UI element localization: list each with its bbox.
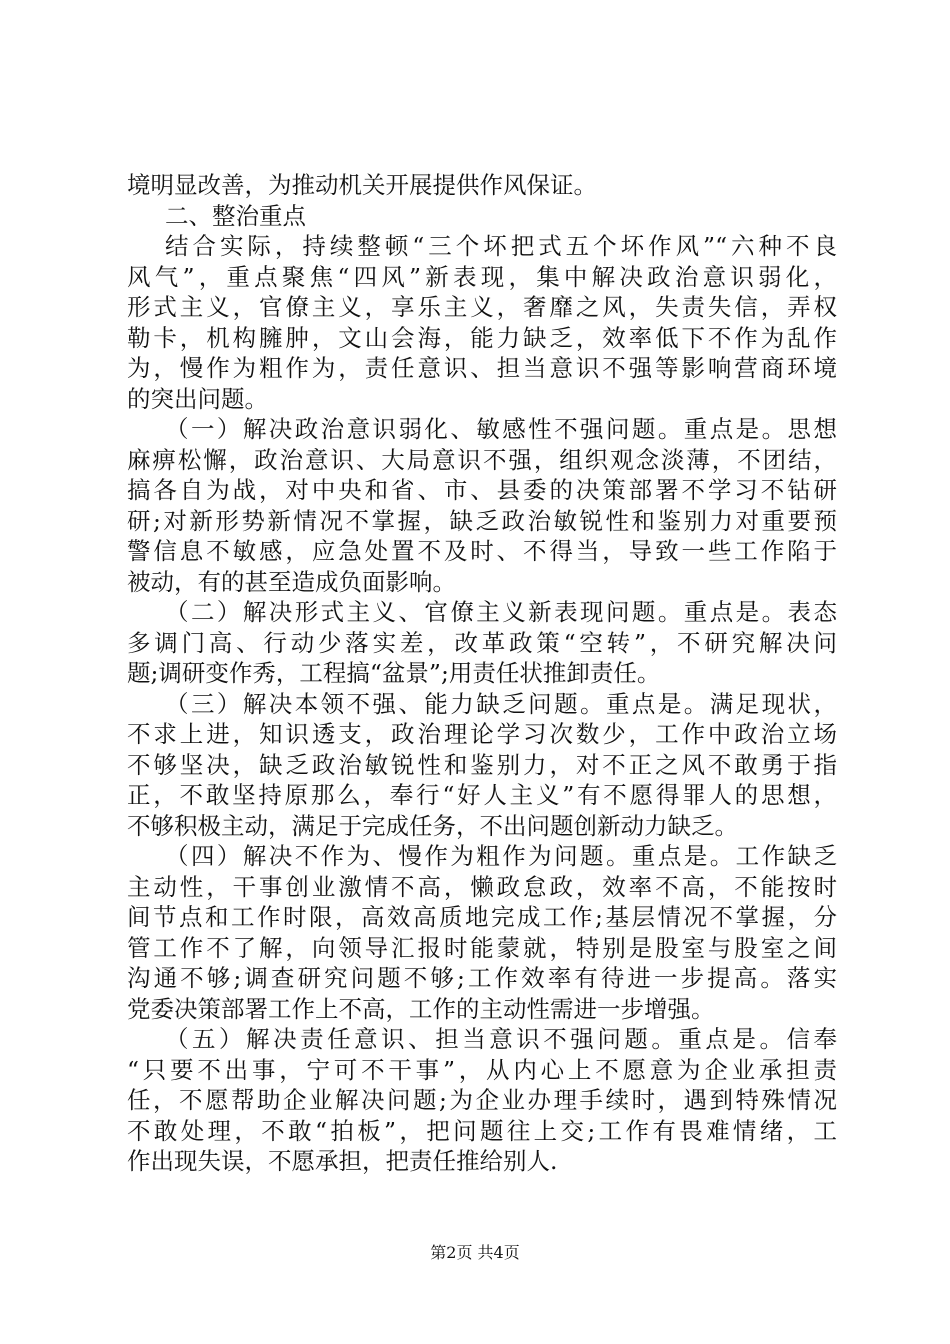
text-line: 麻痹松懈，政治意识、大局意识不强，组织观念淡薄，不团结， bbox=[127, 445, 837, 474]
text-line: 多调门高、行动少落实差，改革政策“空转”，不研究解决问 bbox=[127, 628, 837, 657]
text-line: 不够积极主动，满足于完成任务，不出问题创新动力缺乏。 bbox=[127, 811, 738, 840]
text-line: （五）解决责任意识、担当意识不强问题。重点是。信奉 bbox=[165, 1025, 837, 1053]
text-line: 作出现失误，不愿承担，把责任推给别人. bbox=[127, 1147, 558, 1175]
paragraph bbox=[127, 414, 837, 597]
text-line: 形式主义，官僚主义，享乐主义，奢靡之风，失责失信，弄权 bbox=[127, 293, 837, 321]
text-line: 管工作不了解，向领导汇报时能蒙就，特别是股室与股室之间 bbox=[127, 933, 837, 962]
text-line: 二、整治重点 bbox=[165, 201, 306, 230]
text-line: 不够坚决，缺乏政治敏锐性和鉴别力，对不正之风不敢勇于指 bbox=[127, 750, 837, 779]
page-footer: 第2页 共4页 bbox=[430, 1243, 520, 1262]
text-line: （三）解决本领不强、能力缺乏问题。重点是。满足现状， bbox=[165, 689, 837, 718]
paragraph bbox=[127, 201, 837, 232]
text-line: 警信息不敏感，应急处置不及时、不得当，导致一些工作陷于 bbox=[127, 537, 837, 565]
text-line: 间节点和工作时限，高效高质地完成工作;基层情况不掌握，分 bbox=[127, 903, 837, 931]
paragraph bbox=[127, 689, 837, 842]
text-line: 结合实际，持续整顿“三个坏把式五个坏作风”“六种不良 bbox=[165, 232, 837, 260]
paragraph bbox=[127, 841, 837, 1024]
document-body bbox=[127, 170, 837, 1177]
paragraph bbox=[127, 231, 837, 414]
text-line: 的突出问题。 bbox=[127, 384, 268, 413]
text-line: （一）解决政治意识弱化、敏感性不强问题。重点是。思想 bbox=[165, 415, 837, 443]
text-line: （四）解决不作为、慢作为粗作为问题。重点是。工作缺乏 bbox=[165, 842, 837, 870]
text-line: （二）解决形式主义、官僚主义新表现问题。重点是。表态 bbox=[165, 598, 837, 626]
text-line: 题;调研变作秀，工程搞“盆景”;用责任状推卸责任。 bbox=[127, 659, 661, 687]
text-line: 境明显改善，为推动机关开展提供作风保证。 bbox=[127, 171, 597, 199]
paragraph bbox=[127, 1024, 837, 1177]
text-line: 搞各自为战，对中央和省、市、县委的决策部署不学习不钻研 bbox=[127, 476, 837, 504]
text-line: 风气”，重点聚焦“四风”新表现，集中解决政治意识弱化， bbox=[127, 262, 837, 291]
text-line: 沟通不够;调查研究问题不够;工作效率有待进一步提高。落实 bbox=[127, 964, 837, 992]
text-line: 主动性，干事创业激情不高，懒政怠政，效率不高，不能按时 bbox=[127, 872, 837, 901]
text-line: 为，慢作为粗作为，责任意识、担当意识不强等影响营商环境 bbox=[127, 354, 837, 382]
text-line: 不求上进，知识透支，政治理论学习次数少，工作中政治立场 bbox=[127, 720, 837, 748]
text-line: 勒卡，机构臃肿，文山会海，能力缺乏，效率低下不作为乱作 bbox=[127, 323, 837, 352]
text-line: 被动，有的甚至造成负面影响。 bbox=[127, 567, 456, 596]
text-line: 任，不愿帮助企业解决问题;为企业办理手续时，遇到特殊情况 bbox=[127, 1086, 837, 1114]
paragraph bbox=[127, 597, 837, 689]
text-line: 不敢处理，不敢“拍板”，把问题往上交;工作有畏难情绪，工 bbox=[127, 1116, 837, 1145]
text-line: 正，不敢坚持原那么，奉行“好人主义”有不愿得罪人的思想， bbox=[127, 781, 837, 809]
text-line: “只要不出事，宁可不干事”，从内心上不愿意为企业承担责 bbox=[127, 1055, 837, 1084]
text-line: 党委决策部署工作上不高，工作的主动性需进一步增强。 bbox=[127, 994, 715, 1023]
paragraph bbox=[127, 170, 837, 201]
text-line: 研;对新形势新情况不掌握，缺乏政治敏锐性和鉴别力对重要预 bbox=[127, 506, 837, 535]
